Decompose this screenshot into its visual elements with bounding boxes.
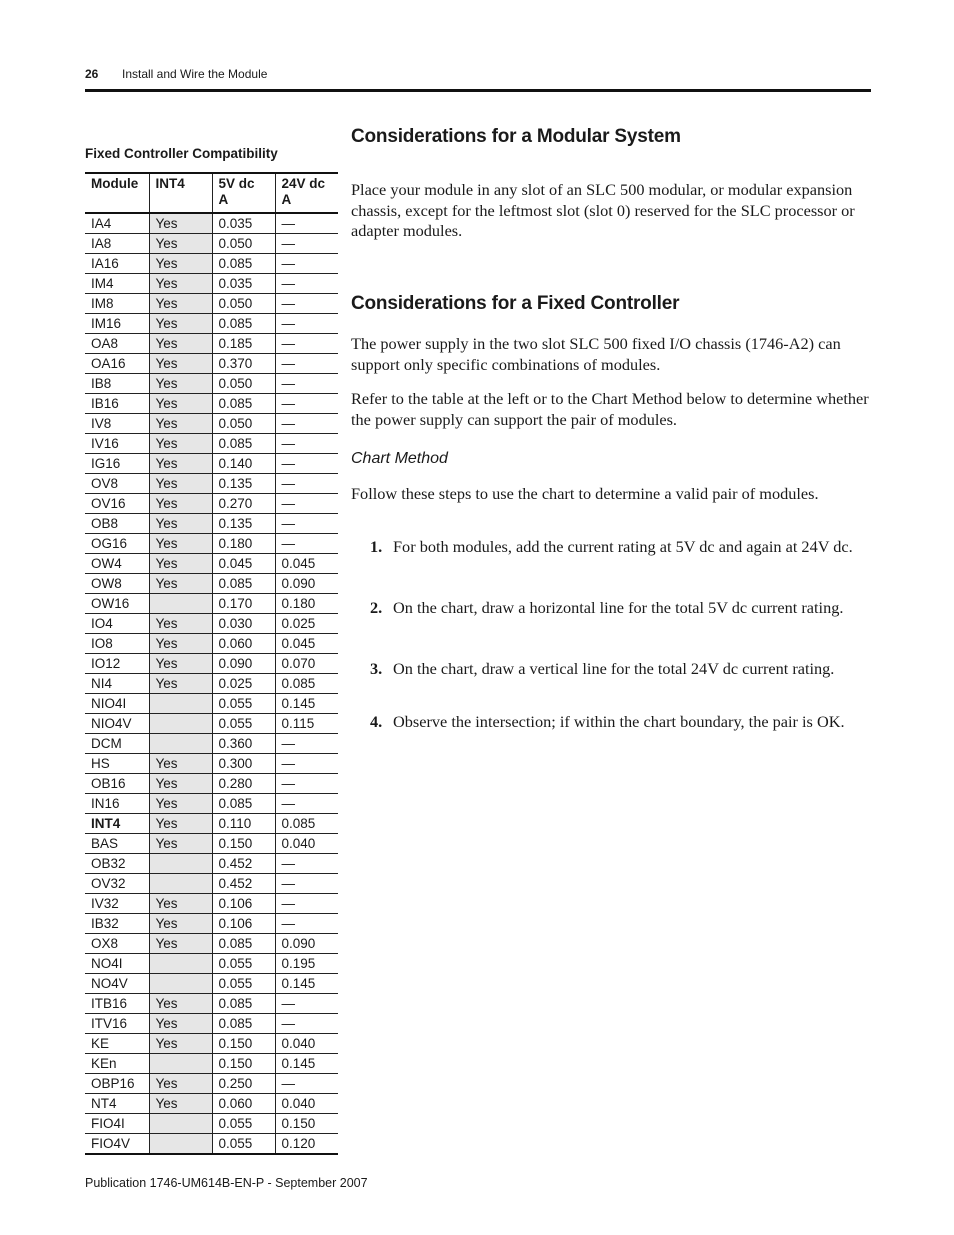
cell-5v: 0.452 <box>212 854 275 874</box>
cell-5v: 0.110 <box>212 814 275 834</box>
cell-int4: Yes <box>149 274 212 294</box>
table-row <box>85 634 338 654</box>
table-row <box>85 674 338 694</box>
cell-int4: Yes <box>149 1094 212 1114</box>
cell-5v: 0.055 <box>212 1114 275 1134</box>
cell-24v: 0.025 <box>275 614 338 634</box>
cell-5v: 0.250 <box>212 1074 275 1094</box>
table-row <box>85 874 338 894</box>
table-row <box>85 254 338 274</box>
cell-module: INT4 <box>85 814 149 834</box>
cell-module: IV8 <box>85 414 149 434</box>
cell-module: FIO4I <box>85 1114 149 1134</box>
cell-5v: 0.270 <box>212 494 275 514</box>
cell-module: OV16 <box>85 494 149 514</box>
table-row <box>85 614 338 634</box>
table-row <box>85 1114 338 1134</box>
cell-24v: — <box>275 734 338 754</box>
cell-5v: 0.085 <box>212 934 275 954</box>
cell-24v: — <box>275 274 338 294</box>
header-module: Module <box>85 173 149 213</box>
cell-module: IN16 <box>85 794 149 814</box>
cell-int4: Yes <box>149 514 212 534</box>
cell-int4: Yes <box>149 574 212 594</box>
modular-paragraph: Place your module in any slot of an SLC 500 modular, or modular expansion chassis, except for the leftmost slot (slot 0) reserved for the SLC processor or adapter modules. <box>351 180 855 240</box>
table-row <box>85 574 338 594</box>
cell-int4: Yes <box>149 534 212 554</box>
cell-24v: 0.045 <box>275 634 338 654</box>
cell-5v: 0.085 <box>212 254 275 274</box>
cell-int4: Yes <box>149 634 212 654</box>
cell-module: OV32 <box>85 874 149 894</box>
cell-5v: 0.370 <box>212 354 275 374</box>
cell-5v: 0.360 <box>212 734 275 754</box>
cell-module: OA8 <box>85 334 149 354</box>
cell-24v: 0.040 <box>275 1034 338 1054</box>
cell-24v: 0.195 <box>275 954 338 974</box>
cell-int4 <box>149 1134 212 1155</box>
step-number: 2. <box>370 598 383 617</box>
cell-5v: 0.106 <box>212 894 275 914</box>
cell-5v: 0.055 <box>212 714 275 734</box>
cell-5v: 0.180 <box>212 534 275 554</box>
cell-5v: 0.135 <box>212 474 275 494</box>
table-row <box>85 354 338 374</box>
cell-module: IO4 <box>85 614 149 634</box>
cell-5v: 0.170 <box>212 594 275 614</box>
fixed-paragraph-1: The power supply in the two slot SLC 500 fixed I/O chassis (1746-A2) can support only specific combinations of modules. <box>351 334 841 374</box>
cell-24v: — <box>275 334 338 354</box>
table-row <box>85 814 338 834</box>
cell-5v: 0.150 <box>212 834 275 854</box>
table-row <box>85 314 338 334</box>
cell-int4: Yes <box>149 914 212 934</box>
cell-int4: Yes <box>149 934 212 954</box>
table-row <box>85 1134 338 1155</box>
cell-int4: Yes <box>149 794 212 814</box>
cell-int4: Yes <box>149 554 212 574</box>
cell-24v: — <box>275 234 338 254</box>
cell-24v: — <box>275 754 338 774</box>
cell-module: OB8 <box>85 514 149 534</box>
cell-int4: Yes <box>149 1074 212 1094</box>
cell-5v: 0.085 <box>212 394 275 414</box>
cell-module: FIO4V <box>85 1134 149 1155</box>
cell-int4: Yes <box>149 474 212 494</box>
cell-24v: 0.150 <box>275 1114 338 1134</box>
cell-int4: Yes <box>149 614 212 634</box>
cell-5v: 0.090 <box>212 654 275 674</box>
cell-24v: 0.085 <box>275 674 338 694</box>
cell-int4: Yes <box>149 994 212 1014</box>
cell-module: IA16 <box>85 254 149 274</box>
cell-5v: 0.050 <box>212 294 275 314</box>
header-int4: INT4 <box>149 173 212 213</box>
table-row <box>85 474 338 494</box>
cell-module: OBP16 <box>85 1074 149 1094</box>
cell-5v: 0.085 <box>212 994 275 1014</box>
cell-5v: 0.135 <box>212 514 275 534</box>
cell-5v: 0.085 <box>212 434 275 454</box>
cell-24v: — <box>275 434 338 454</box>
table-row <box>85 1054 338 1074</box>
cell-24v: 0.115 <box>275 714 338 734</box>
table-row <box>85 714 338 734</box>
table-row <box>85 1074 338 1094</box>
chart-method-subheading: Chart Method <box>351 450 448 467</box>
cell-int4: Yes <box>149 654 212 674</box>
cell-module: ITV16 <box>85 1014 149 1034</box>
header-24v: 24V dc A <box>275 173 338 213</box>
cell-module: OG16 <box>85 534 149 554</box>
cell-int4: Yes <box>149 314 212 334</box>
table-row <box>85 954 338 974</box>
table-row <box>85 754 338 774</box>
cell-24v: 0.040 <box>275 834 338 854</box>
cell-5v: 0.035 <box>212 213 275 234</box>
table-row <box>85 1094 338 1114</box>
table-row <box>85 274 338 294</box>
cell-module: NO4I <box>85 954 149 974</box>
cell-24v: — <box>275 894 338 914</box>
cell-24v: — <box>275 1014 338 1034</box>
cell-24v: — <box>275 514 338 534</box>
cell-24v: — <box>275 394 338 414</box>
table-body <box>85 213 338 1154</box>
cell-int4 <box>149 954 212 974</box>
cell-5v: 0.030 <box>212 614 275 634</box>
cell-24v: — <box>275 294 338 314</box>
table-row <box>85 894 338 914</box>
cell-module: NT4 <box>85 1094 149 1114</box>
cell-24v: — <box>275 774 338 794</box>
cell-module: OW4 <box>85 554 149 574</box>
cell-module: HS <box>85 754 149 774</box>
cell-int4: Yes <box>149 814 212 834</box>
table-row <box>85 414 338 434</box>
step-text: On the chart, draw a vertical line for the total 24V dc current rating. <box>393 659 835 678</box>
heading-fixed: Considerations for a Fixed Controller <box>351 293 680 314</box>
cell-int4 <box>149 1054 212 1074</box>
cell-int4 <box>149 714 212 734</box>
heading-modular: Considerations for a Modular System <box>351 126 681 147</box>
table-row <box>85 734 338 754</box>
cell-5v: 0.140 <box>212 454 275 474</box>
cell-5v: 0.085 <box>212 794 275 814</box>
cell-24v: 0.045 <box>275 554 338 574</box>
cell-5v: 0.150 <box>212 1034 275 1054</box>
table-row <box>85 834 338 854</box>
fixed-paragraph-2: Refer to the table at the left or to the Chart Method below to determine whether the power supply can support the pair of modules. <box>351 389 869 429</box>
cell-module: IV32 <box>85 894 149 914</box>
cell-int4: Yes <box>149 394 212 414</box>
running-header: Install and Wire the Module <box>122 67 268 81</box>
cell-int4: Yes <box>149 354 212 374</box>
table-row <box>85 994 338 1014</box>
cell-5v: 0.055 <box>212 954 275 974</box>
cell-module: KE <box>85 1034 149 1054</box>
cell-module: NIO4V <box>85 714 149 734</box>
cell-module: BAS <box>85 834 149 854</box>
cell-int4 <box>149 974 212 994</box>
table-row <box>85 454 338 474</box>
cell-24v: 0.145 <box>275 694 338 714</box>
cell-module: ITB16 <box>85 994 149 1014</box>
table-row <box>85 1034 338 1054</box>
cell-24v: — <box>275 314 338 334</box>
cell-24v: 0.085 <box>275 814 338 834</box>
cell-int4: Yes <box>149 1034 212 1054</box>
cell-module: OW16 <box>85 594 149 614</box>
step-number: 4. <box>370 712 383 731</box>
cell-5v: 0.055 <box>212 974 275 994</box>
cell-24v: — <box>275 254 338 274</box>
table-row <box>85 1014 338 1034</box>
cell-module: IM16 <box>85 314 149 334</box>
cell-module: NO4V <box>85 974 149 994</box>
cell-24v: 0.120 <box>275 1134 338 1155</box>
step-text: On the chart, draw a horizontal line for the total 5V dc current rating. <box>393 598 844 617</box>
cell-module: NIO4I <box>85 694 149 714</box>
cell-module: IO12 <box>85 654 149 674</box>
compatibility-table <box>85 172 338 1155</box>
cell-5v: 0.060 <box>212 1094 275 1114</box>
page-number: 26 <box>85 67 99 81</box>
cell-module: OB16 <box>85 774 149 794</box>
cell-module: IO8 <box>85 634 149 654</box>
cell-24v: — <box>275 354 338 374</box>
cell-module: IA8 <box>85 234 149 254</box>
cell-24v: — <box>275 534 338 554</box>
cell-5v: 0.025 <box>212 674 275 694</box>
cell-module: OA16 <box>85 354 149 374</box>
cell-24v: — <box>275 374 338 394</box>
cell-int4: Yes <box>149 234 212 254</box>
table-row <box>85 594 338 614</box>
table-row <box>85 914 338 934</box>
cell-24v: — <box>275 474 338 494</box>
cell-5v: 0.085 <box>212 314 275 334</box>
cell-module: IV16 <box>85 434 149 454</box>
cell-int4 <box>149 734 212 754</box>
cell-int4: Yes <box>149 894 212 914</box>
cell-module: IB8 <box>85 374 149 394</box>
table-row <box>85 554 338 574</box>
cell-module: DCM <box>85 734 149 754</box>
table-header-row <box>85 173 338 213</box>
table-row <box>85 854 338 874</box>
cell-int4: Yes <box>149 494 212 514</box>
table-row <box>85 494 338 514</box>
table-row <box>85 974 338 994</box>
table-row <box>85 774 338 794</box>
table-row <box>85 294 338 314</box>
cell-5v: 0.280 <box>212 774 275 794</box>
cell-5v: 0.050 <box>212 414 275 434</box>
cell-5v: 0.185 <box>212 334 275 354</box>
cell-24v: — <box>275 213 338 234</box>
cell-int4: Yes <box>149 454 212 474</box>
cell-int4: Yes <box>149 294 212 314</box>
cell-24v: — <box>275 854 338 874</box>
table-row <box>85 934 338 954</box>
cell-5v: 0.050 <box>212 374 275 394</box>
cell-module: IB32 <box>85 914 149 934</box>
cell-module: OV8 <box>85 474 149 494</box>
cell-module: IB16 <box>85 394 149 414</box>
table-row <box>85 213 338 234</box>
cell-int4: Yes <box>149 414 212 434</box>
cell-24v: — <box>275 994 338 1014</box>
cell-5v: 0.150 <box>212 1054 275 1074</box>
cell-int4: Yes <box>149 674 212 694</box>
step-number: 1. <box>370 537 383 556</box>
cell-24v: 0.090 <box>275 574 338 594</box>
cell-5v: 0.060 <box>212 634 275 654</box>
cell-module: IM4 <box>85 274 149 294</box>
cell-24v: — <box>275 794 338 814</box>
cell-int4: Yes <box>149 1014 212 1034</box>
cell-24v: — <box>275 494 338 514</box>
cell-int4 <box>149 1114 212 1134</box>
cell-24v: 0.145 <box>275 974 338 994</box>
cell-module: NI4 <box>85 674 149 694</box>
header-rule <box>85 89 871 92</box>
cell-5v: 0.050 <box>212 234 275 254</box>
table-row <box>85 694 338 714</box>
cell-24v: 0.145 <box>275 1054 338 1074</box>
cell-24v: — <box>275 414 338 434</box>
cell-5v: 0.055 <box>212 1134 275 1155</box>
cell-24v: — <box>275 874 338 894</box>
cell-5v: 0.085 <box>212 1014 275 1034</box>
cell-24v: 0.070 <box>275 654 338 674</box>
cell-5v: 0.045 <box>212 554 275 574</box>
cell-24v: 0.090 <box>275 934 338 954</box>
cell-24v: 0.040 <box>275 1094 338 1114</box>
cell-int4: Yes <box>149 754 212 774</box>
cell-module: IA4 <box>85 213 149 234</box>
cell-24v: — <box>275 454 338 474</box>
table-row <box>85 374 338 394</box>
cell-5v: 0.106 <box>212 914 275 934</box>
cell-int4 <box>149 694 212 714</box>
cell-module: IG16 <box>85 454 149 474</box>
cell-int4: Yes <box>149 434 212 454</box>
cell-int4: Yes <box>149 774 212 794</box>
cell-24v: — <box>275 1074 338 1094</box>
cell-module: KEn <box>85 1054 149 1074</box>
table-row <box>85 394 338 414</box>
cell-int4 <box>149 854 212 874</box>
table-row <box>85 514 338 534</box>
cell-int4: Yes <box>149 334 212 354</box>
cell-5v: 0.452 <box>212 874 275 894</box>
table-row <box>85 534 338 554</box>
cell-int4: Yes <box>149 213 212 234</box>
table-row <box>85 434 338 454</box>
cell-24v: — <box>275 914 338 934</box>
cell-module: OX8 <box>85 934 149 954</box>
cell-int4 <box>149 874 212 894</box>
step-text: For both modules, add the current rating at 5V dc and again at 24V dc. <box>393 537 853 556</box>
table-row <box>85 234 338 254</box>
cell-module: IM8 <box>85 294 149 314</box>
cell-module: OW8 <box>85 574 149 594</box>
table-row <box>85 654 338 674</box>
cell-int4: Yes <box>149 374 212 394</box>
cell-24v: 0.180 <box>275 594 338 614</box>
table-caption: Fixed Controller Compatibility <box>85 146 278 161</box>
cell-module: OB32 <box>85 854 149 874</box>
cell-int4 <box>149 594 212 614</box>
cell-5v: 0.085 <box>212 574 275 594</box>
table-row <box>85 794 338 814</box>
cell-5v: 0.300 <box>212 754 275 774</box>
cell-int4: Yes <box>149 254 212 274</box>
footer-publication: Publication 1746-UM614B-EN-P - September 2007 <box>85 1176 368 1190</box>
table-row <box>85 334 338 354</box>
header-5v: 5V dc A <box>212 173 275 213</box>
cell-5v: 0.035 <box>212 274 275 294</box>
chart-method-intro: Follow these steps to use the chart to determine a valid pair of modules. <box>351 484 819 503</box>
step-text: Observe the intersection; if within the chart boundary, the pair is OK. <box>393 712 845 731</box>
cell-5v: 0.055 <box>212 694 275 714</box>
step-number: 3. <box>370 659 383 678</box>
cell-int4: Yes <box>149 834 212 854</box>
